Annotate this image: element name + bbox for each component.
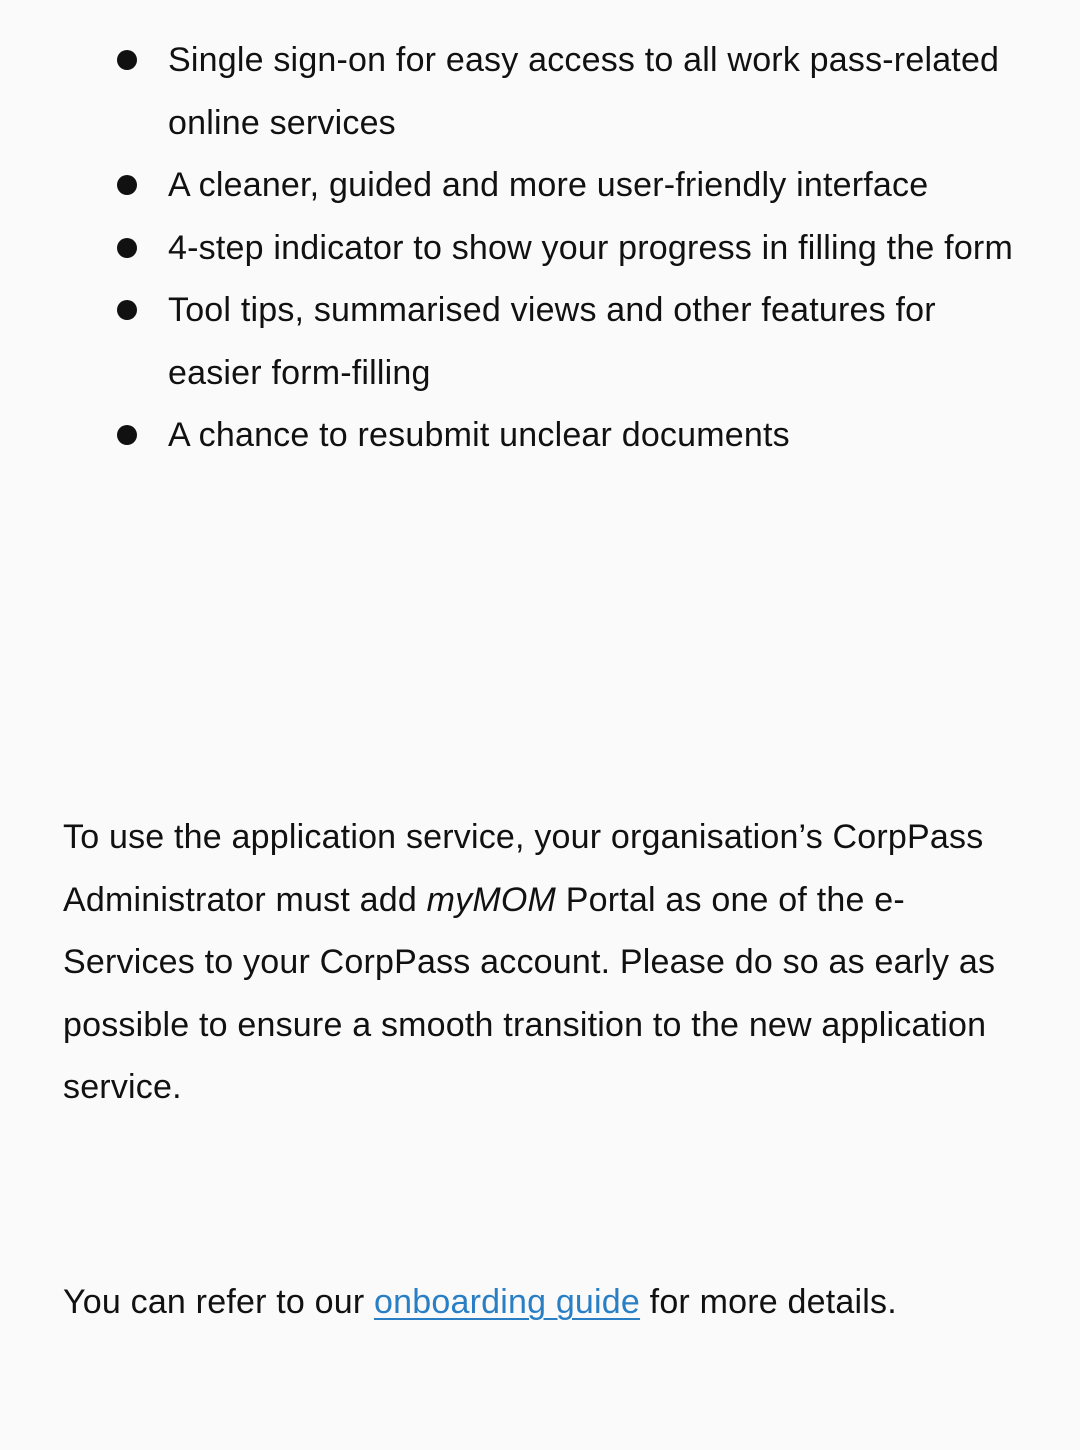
list-item-text: Tool tips, summarised views and other features for easier form-filling: [168, 291, 936, 392]
bullet-icon: [117, 300, 137, 320]
paragraph-text-end: Portal as one of the e-Services to your CorpPass account. Please do so as early as possible to ensure a smooth transition to the new application service.: [63, 880, 996, 1106]
list-item-text: 4-step indicator to show your progress in filling the form: [168, 228, 1013, 267]
corppass-instructions-paragraph: [63, 806, 1033, 1119]
list-item: [0, 279, 1080, 404]
onboarding-guide-paragraph: [63, 1271, 1033, 1334]
list-item-text: Single sign-on for easy access to all work pass-related online services: [168, 41, 1000, 142]
bullet-icon: [117, 50, 137, 70]
list-item: [0, 154, 1080, 217]
list-item: [0, 404, 1080, 467]
list-item-text: A cleaner, guided and more user-friendly interface: [168, 166, 929, 204]
bullet-icon: [117, 175, 137, 195]
list-item-text: A chance to resubmit unclear documents: [168, 416, 790, 454]
paragraph-text-start: You can refer to our: [63, 1283, 375, 1321]
feature-list: [0, 29, 1080, 467]
bullet-icon: [117, 238, 137, 258]
bullet-icon: [117, 425, 137, 445]
list-item: [0, 29, 1080, 154]
onboarding-guide-link[interactable]: onboarding guide: [374, 1283, 641, 1321]
mymom-emphasis: myMOM: [426, 880, 557, 919]
list-item: [0, 217, 1080, 280]
paragraph-text-end: for more details.: [640, 1283, 897, 1321]
paragraph-text-start: To use the application service, your organisation’s CorpPass Administrator must add: [63, 818, 984, 919]
